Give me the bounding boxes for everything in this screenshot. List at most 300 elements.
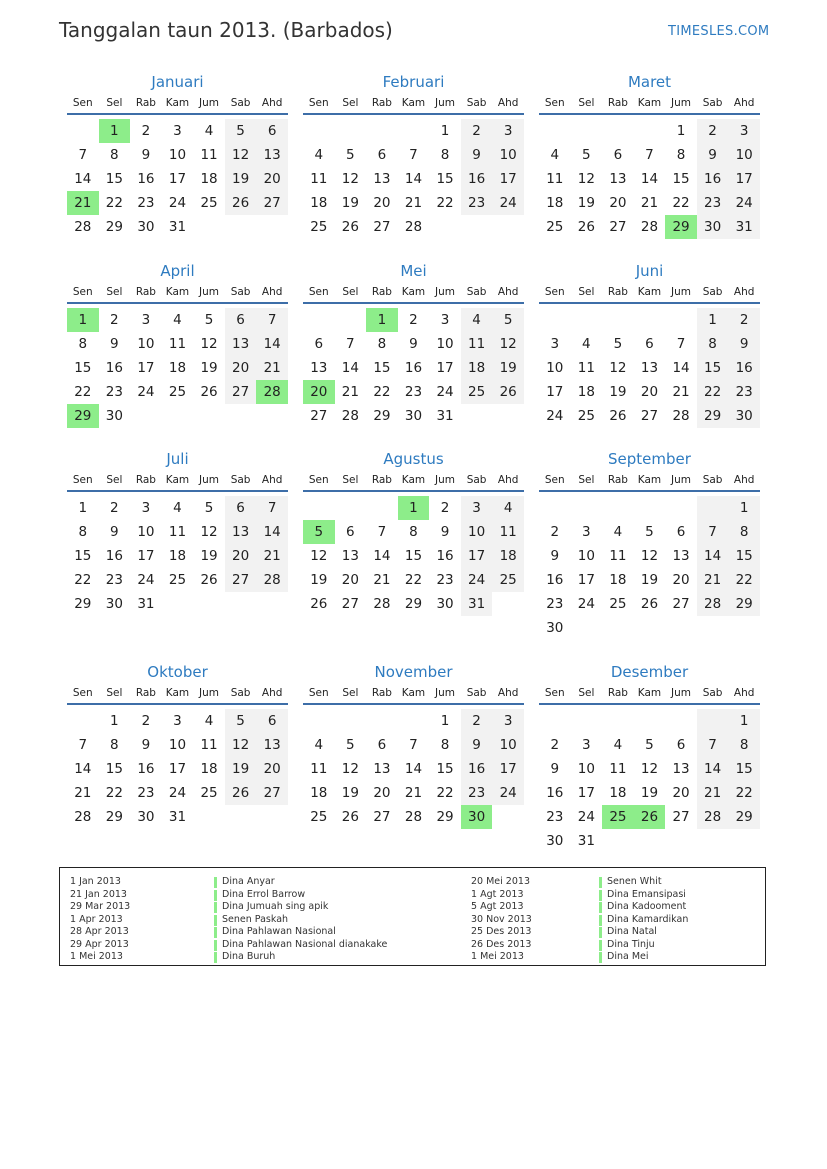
day-cell[interactable]: 13 xyxy=(672,548,690,564)
day-cell[interactable]: 22 xyxy=(373,384,391,400)
day-cell[interactable]: 15 xyxy=(728,544,760,568)
day-cell[interactable]: 26 xyxy=(577,219,595,235)
day-cell[interactable]: 15 xyxy=(436,761,454,777)
day-cell[interactable]: 5 xyxy=(492,308,524,332)
day-cell[interactable]: 18 xyxy=(168,360,187,376)
day-cell[interactable]: 29 xyxy=(105,219,123,235)
day-cell[interactable]: 9 xyxy=(440,524,450,540)
day-cell[interactable]: 3 xyxy=(550,336,560,352)
day-cell[interactable]: 5 xyxy=(346,737,355,753)
day-cell[interactable]: 6 xyxy=(314,336,324,352)
day-cell[interactable]: 21 xyxy=(256,544,288,568)
day-cell[interactable]: 11 xyxy=(492,520,524,544)
day-cell[interactable]: 27 xyxy=(225,568,257,592)
day-cell[interactable]: 7 xyxy=(697,733,729,757)
day-cell[interactable]: 4 xyxy=(613,737,623,753)
day-cell[interactable]: 20 xyxy=(341,572,359,588)
day-cell[interactable]: 28 xyxy=(256,568,288,592)
day-cell[interactable]: 22 xyxy=(436,195,454,211)
day-cell[interactable]: 7 xyxy=(676,336,686,352)
day-cell[interactable]: 3 xyxy=(141,500,151,516)
day-cell[interactable]: 13 xyxy=(256,733,288,757)
day-cell[interactable]: 30 xyxy=(137,219,155,235)
day-cell[interactable]: 10 xyxy=(546,360,564,376)
day-cell[interactable]: 3 xyxy=(173,713,182,729)
day-cell[interactable]: 10 xyxy=(137,524,155,540)
day-cell[interactable]: 18 xyxy=(609,785,627,801)
day-cell[interactable]: 30 xyxy=(105,408,123,424)
day-cell[interactable]: 11 xyxy=(609,548,627,564)
day-cell[interactable]: 17 xyxy=(492,757,524,781)
day-cell[interactable]: 24 xyxy=(492,191,524,215)
day-cell[interactable]: 22 xyxy=(728,568,760,592)
day-cell[interactable]: 26 xyxy=(492,380,524,404)
day-cell[interactable]: 26 xyxy=(634,805,666,829)
day-cell[interactable]: 4 xyxy=(613,524,623,540)
day-cell[interactable]: 28 xyxy=(74,219,92,235)
day-cell[interactable]: 27 xyxy=(672,596,690,612)
day-cell[interactable]: 16 xyxy=(546,785,564,801)
day-cell[interactable]: 28 xyxy=(256,380,288,404)
day-cell[interactable]: 12 xyxy=(341,171,359,187)
day-cell[interactable]: 15 xyxy=(74,360,92,376)
day-cell[interactable]: 11 xyxy=(577,360,595,376)
day-cell[interactable]: 27 xyxy=(341,596,359,612)
day-cell[interactable]: 15 xyxy=(373,360,391,376)
day-cell[interactable]: 19 xyxy=(640,785,659,801)
day-cell[interactable]: 13 xyxy=(373,171,391,187)
day-cell[interactable]: 8 xyxy=(110,737,119,753)
day-cell[interactable]: 10 xyxy=(577,761,595,777)
day-cell[interactable]: 25 xyxy=(577,408,595,424)
day-cell[interactable]: 17 xyxy=(461,544,493,568)
day-cell[interactable]: 26 xyxy=(310,596,328,612)
day-cell[interactable]: 27 xyxy=(373,219,391,235)
day-cell[interactable]: 18 xyxy=(200,761,218,777)
day-cell[interactable]: 10 xyxy=(137,336,155,352)
day-cell[interactable]: 31 xyxy=(168,809,187,825)
day-cell[interactable]: 1 xyxy=(398,496,430,520)
day-cell[interactable]: 18 xyxy=(461,356,493,380)
day-cell[interactable]: 5 xyxy=(582,147,591,163)
day-cell[interactable]: 26 xyxy=(341,219,359,235)
day-cell[interactable]: 5 xyxy=(204,312,214,328)
day-cell[interactable]: 19 xyxy=(577,195,595,211)
day-cell[interactable]: 21 xyxy=(74,785,92,801)
day-cell[interactable]: 10 xyxy=(168,737,187,753)
day-cell[interactable]: 29 xyxy=(436,809,454,825)
day-cell[interactable]: 14 xyxy=(256,332,288,356)
day-cell[interactable]: 25 xyxy=(310,219,328,235)
day-cell[interactable]: 15 xyxy=(404,548,423,564)
day-cell[interactable]: 23 xyxy=(728,380,760,404)
day-cell[interactable]: 25 xyxy=(546,219,564,235)
day-cell[interactable]: 6 xyxy=(225,308,257,332)
day-cell[interactable]: 19 xyxy=(225,167,257,191)
day-cell[interactable]: 27 xyxy=(310,408,328,424)
day-cell[interactable]: 2 xyxy=(461,119,493,143)
day-cell[interactable]: 11 xyxy=(310,761,328,777)
day-cell[interactable]: 2 xyxy=(141,123,151,139)
day-cell[interactable]: 21 xyxy=(697,568,729,592)
day-cell[interactable]: 31 xyxy=(137,596,155,612)
day-cell[interactable]: 6 xyxy=(645,336,654,352)
day-cell[interactable]: 1 xyxy=(99,119,131,143)
day-cell[interactable]: 9 xyxy=(409,336,418,352)
day-cell[interactable]: 2 xyxy=(110,500,119,516)
day-cell[interactable]: 9 xyxy=(110,524,119,540)
day-cell[interactable]: 13 xyxy=(672,761,690,777)
day-cell[interactable]: 1 xyxy=(440,713,450,729)
day-cell[interactable]: 17 xyxy=(436,360,454,376)
day-cell[interactable]: 23 xyxy=(436,572,454,588)
day-cell[interactable]: 31 xyxy=(436,408,454,424)
day-cell[interactable]: 24 xyxy=(137,572,155,588)
day-cell[interactable]: 16 xyxy=(137,761,155,777)
day-cell[interactable]: 31 xyxy=(461,592,493,616)
day-cell[interactable]: 29 xyxy=(728,805,760,829)
day-cell[interactable]: 3 xyxy=(461,496,493,520)
day-cell[interactable]: 30 xyxy=(404,408,423,424)
day-cell[interactable]: 1 xyxy=(728,709,760,733)
day-cell[interactable]: 13 xyxy=(225,520,257,544)
day-cell[interactable]: 25 xyxy=(200,785,218,801)
day-cell[interactable]: 22 xyxy=(74,572,92,588)
day-cell[interactable]: 28 xyxy=(74,809,92,825)
day-cell[interactable]: 22 xyxy=(74,384,92,400)
day-cell[interactable]: 10 xyxy=(577,548,595,564)
day-cell[interactable]: 6 xyxy=(346,524,355,540)
day-cell[interactable]: 18 xyxy=(492,544,524,568)
day-cell[interactable]: 14 xyxy=(404,761,423,777)
day-cell[interactable]: 20 xyxy=(303,380,335,404)
day-cell[interactable]: 14 xyxy=(74,171,92,187)
day-cell[interactable]: 16 xyxy=(436,548,454,564)
day-cell[interactable]: 21 xyxy=(697,781,729,805)
day-cell[interactable]: 25 xyxy=(492,568,524,592)
day-cell[interactable]: 17 xyxy=(137,548,155,564)
day-cell[interactable]: 25 xyxy=(609,596,627,612)
day-cell[interactable]: 25 xyxy=(168,572,187,588)
day-cell[interactable]: 19 xyxy=(225,757,257,781)
day-cell[interactable]: 9 xyxy=(461,143,493,167)
day-cell[interactable]: 16 xyxy=(105,548,123,564)
day-cell[interactable]: 23 xyxy=(546,596,564,612)
day-cell[interactable]: 12 xyxy=(341,761,359,777)
day-cell[interactable]: 25 xyxy=(461,380,493,404)
day-cell[interactable]: 14 xyxy=(697,544,729,568)
day-cell[interactable]: 4 xyxy=(314,147,324,163)
day-cell[interactable]: 29 xyxy=(404,596,423,612)
day-cell[interactable]: 8 xyxy=(728,733,760,757)
day-cell[interactable]: 18 xyxy=(168,548,187,564)
day-cell[interactable]: 15 xyxy=(105,171,123,187)
day-cell[interactable]: 14 xyxy=(256,520,288,544)
day-cell[interactable]: 16 xyxy=(404,360,423,376)
day-cell[interactable]: 9 xyxy=(697,143,729,167)
day-cell[interactable]: 1 xyxy=(697,308,729,332)
day-cell[interactable]: 21 xyxy=(672,384,690,400)
day-cell[interactable]: 17 xyxy=(168,761,187,777)
day-cell[interactable]: 14 xyxy=(373,548,391,564)
day-cell[interactable]: 5 xyxy=(645,524,654,540)
day-cell[interactable]: 5 xyxy=(204,500,214,516)
day-cell[interactable]: 28 xyxy=(404,809,423,825)
day-cell[interactable]: 17 xyxy=(577,785,595,801)
day-cell[interactable]: 20 xyxy=(609,195,627,211)
day-cell[interactable]: 19 xyxy=(341,195,359,211)
day-cell[interactable]: 30 xyxy=(137,809,155,825)
day-cell[interactable]: 12 xyxy=(310,548,328,564)
day-cell[interactable]: 8 xyxy=(78,336,88,352)
day-cell[interactable]: 11 xyxy=(200,147,218,163)
day-cell[interactable]: 23 xyxy=(461,191,493,215)
day-cell[interactable]: 23 xyxy=(697,191,729,215)
day-cell[interactable]: 15 xyxy=(728,757,760,781)
day-cell[interactable]: 2 xyxy=(728,308,760,332)
day-cell[interactable]: 23 xyxy=(137,785,155,801)
day-cell[interactable]: 11 xyxy=(168,336,187,352)
day-cell[interactable]: 2 xyxy=(550,524,560,540)
day-cell[interactable]: 20 xyxy=(225,356,257,380)
day-cell[interactable]: 21 xyxy=(404,785,423,801)
day-cell[interactable]: 6 xyxy=(676,737,686,753)
day-cell[interactable]: 15 xyxy=(436,171,454,187)
day-cell[interactable]: 22 xyxy=(105,785,123,801)
day-cell[interactable]: 23 xyxy=(546,809,564,825)
day-cell[interactable]: 13 xyxy=(373,761,391,777)
day-cell[interactable]: 24 xyxy=(168,785,187,801)
day-cell[interactable]: 13 xyxy=(225,332,257,356)
day-cell[interactable]: 30 xyxy=(546,833,564,849)
day-cell[interactable]: 4 xyxy=(204,713,214,729)
day-cell[interactable]: 18 xyxy=(577,384,595,400)
day-cell[interactable]: 27 xyxy=(256,781,288,805)
day-cell[interactable]: 26 xyxy=(200,572,218,588)
day-cell[interactable]: 14 xyxy=(74,761,92,777)
day-cell[interactable]: 26 xyxy=(225,781,257,805)
day-cell[interactable]: 11 xyxy=(168,524,187,540)
day-cell[interactable]: 22 xyxy=(697,380,729,404)
day-cell[interactable]: 3 xyxy=(492,119,524,143)
day-cell[interactable]: 26 xyxy=(225,191,257,215)
day-cell[interactable]: 29 xyxy=(697,404,729,428)
day-cell[interactable]: 14 xyxy=(404,171,423,187)
day-cell[interactable]: 9 xyxy=(550,761,560,777)
day-cell[interactable]: 8 xyxy=(409,524,418,540)
day-cell[interactable]: 29 xyxy=(67,404,99,428)
day-cell[interactable]: 5 xyxy=(613,336,623,352)
day-cell[interactable]: 22 xyxy=(436,785,454,801)
day-cell[interactable]: 12 xyxy=(640,548,659,564)
day-cell[interactable]: 10 xyxy=(168,147,187,163)
day-cell[interactable]: 1 xyxy=(366,308,398,332)
day-cell[interactable]: 30 xyxy=(697,215,729,239)
day-cell[interactable]: 7 xyxy=(256,496,288,520)
day-cell[interactable]: 26 xyxy=(640,596,659,612)
day-cell[interactable]: 11 xyxy=(609,761,627,777)
day-cell[interactable]: 8 xyxy=(440,147,450,163)
day-cell[interactable]: 19 xyxy=(609,384,627,400)
day-cell[interactable]: 10 xyxy=(492,733,524,757)
day-cell[interactable]: 4 xyxy=(492,496,524,520)
day-cell[interactable]: 10 xyxy=(492,143,524,167)
day-cell[interactable]: 16 xyxy=(728,356,760,380)
day-cell[interactable]: 21 xyxy=(341,384,359,400)
day-cell[interactable]: 29 xyxy=(105,809,123,825)
day-cell[interactable]: 4 xyxy=(461,308,493,332)
day-cell[interactable]: 7 xyxy=(409,147,418,163)
day-cell[interactable]: 4 xyxy=(204,123,214,139)
day-cell[interactable]: 3 xyxy=(440,312,450,328)
day-cell[interactable]: 6 xyxy=(256,119,288,143)
day-cell[interactable]: 25 xyxy=(310,809,328,825)
day-cell[interactable]: 2 xyxy=(110,312,119,328)
day-cell[interactable]: 2 xyxy=(440,500,450,516)
day-cell[interactable]: 8 xyxy=(440,737,450,753)
day-cell[interactable]: 27 xyxy=(256,191,288,215)
day-cell[interactable]: 1 xyxy=(78,500,88,516)
day-cell[interactable]: 14 xyxy=(341,360,359,376)
day-cell[interactable]: 15 xyxy=(672,171,690,187)
day-cell[interactable]: 19 xyxy=(640,572,659,588)
day-cell[interactable]: 24 xyxy=(461,568,493,592)
day-cell[interactable]: 9 xyxy=(141,147,151,163)
day-cell[interactable]: 10 xyxy=(461,520,493,544)
day-cell[interactable]: 11 xyxy=(200,737,218,753)
day-cell[interactable]: 7 xyxy=(346,336,355,352)
day-cell[interactable]: 10 xyxy=(436,336,454,352)
day-cell[interactable]: 16 xyxy=(461,167,493,191)
day-cell[interactable]: 17 xyxy=(168,171,187,187)
day-cell[interactable]: 9 xyxy=(728,332,760,356)
day-cell[interactable]: 2 xyxy=(141,713,151,729)
day-cell[interactable]: 27 xyxy=(640,408,659,424)
day-cell[interactable]: 19 xyxy=(200,548,218,564)
day-cell[interactable]: 22 xyxy=(404,572,423,588)
day-cell[interactable]: 15 xyxy=(74,548,92,564)
day-cell[interactable]: 29 xyxy=(665,215,697,239)
day-cell[interactable]: 29 xyxy=(728,592,760,616)
day-cell[interactable]: 20 xyxy=(256,757,288,781)
day-cell[interactable]: 4 xyxy=(173,500,182,516)
day-cell[interactable]: 7 xyxy=(78,147,88,163)
day-cell[interactable]: 14 xyxy=(672,360,690,376)
day-cell[interactable]: 27 xyxy=(672,809,690,825)
day-cell[interactable]: 2 xyxy=(409,312,418,328)
day-cell[interactable]: 20 xyxy=(672,785,690,801)
day-cell[interactable]: 28 xyxy=(404,219,423,235)
day-cell[interactable]: 1 xyxy=(728,496,760,520)
day-cell[interactable]: 4 xyxy=(173,312,182,328)
day-cell[interactable]: 19 xyxy=(200,360,218,376)
day-cell[interactable]: 14 xyxy=(697,757,729,781)
day-cell[interactable]: 9 xyxy=(461,733,493,757)
day-cell[interactable]: 17 xyxy=(137,360,155,376)
day-cell[interactable]: 28 xyxy=(672,408,690,424)
day-cell[interactable]: 26 xyxy=(609,408,627,424)
day-cell[interactable]: 7 xyxy=(78,737,88,753)
day-cell[interactable]: 20 xyxy=(256,167,288,191)
day-cell[interactable]: 19 xyxy=(310,572,328,588)
day-cell[interactable]: 16 xyxy=(461,757,493,781)
day-cell[interactable]: 24 xyxy=(546,408,564,424)
day-cell[interactable]: 21 xyxy=(373,572,391,588)
day-cell[interactable]: 3 xyxy=(141,312,151,328)
day-cell[interactable]: 12 xyxy=(225,143,257,167)
day-cell[interactable]: 12 xyxy=(225,733,257,757)
day-cell[interactable]: 11 xyxy=(546,171,564,187)
day-cell[interactable]: 9 xyxy=(550,548,560,564)
day-cell[interactable]: 7 xyxy=(409,737,418,753)
day-cell[interactable]: 26 xyxy=(341,809,359,825)
day-cell[interactable]: 12 xyxy=(200,524,218,540)
day-cell[interactable]: 2 xyxy=(697,119,729,143)
day-cell[interactable]: 8 xyxy=(676,147,686,163)
day-cell[interactable]: 6 xyxy=(613,147,623,163)
day-cell[interactable]: 23 xyxy=(461,781,493,805)
day-cell[interactable]: 2 xyxy=(550,737,560,753)
day-cell[interactable]: 1 xyxy=(67,308,99,332)
day-cell[interactable]: 1 xyxy=(676,123,686,139)
day-cell[interactable]: 15 xyxy=(697,356,729,380)
day-cell[interactable]: 5 xyxy=(303,520,335,544)
day-cell[interactable]: 8 xyxy=(110,147,119,163)
day-cell[interactable]: 5 xyxy=(225,119,257,143)
day-cell[interactable]: 20 xyxy=(672,572,690,588)
day-cell[interactable]: 17 xyxy=(728,167,760,191)
day-cell[interactable]: 12 xyxy=(640,761,659,777)
day-cell[interactable]: 25 xyxy=(168,384,187,400)
day-cell[interactable]: 1 xyxy=(110,713,119,729)
day-cell[interactable]: 6 xyxy=(377,147,387,163)
day-cell[interactable]: 13 xyxy=(640,360,659,376)
day-cell[interactable]: 6 xyxy=(225,496,257,520)
day-cell[interactable]: 16 xyxy=(546,572,564,588)
day-cell[interactable]: 3 xyxy=(582,524,591,540)
day-cell[interactable]: 12 xyxy=(609,360,627,376)
day-cell[interactable]: 11 xyxy=(310,171,328,187)
day-cell[interactable]: 20 xyxy=(225,544,257,568)
day-cell[interactable]: 29 xyxy=(74,596,92,612)
day-cell[interactable]: 15 xyxy=(105,761,123,777)
day-cell[interactable]: 24 xyxy=(436,384,454,400)
day-cell[interactable]: 27 xyxy=(373,809,391,825)
day-cell[interactable]: 16 xyxy=(105,360,123,376)
day-cell[interactable]: 3 xyxy=(492,709,524,733)
day-cell[interactable]: 17 xyxy=(492,167,524,191)
day-cell[interactable]: 13 xyxy=(341,548,359,564)
day-cell[interactable]: 17 xyxy=(546,384,564,400)
day-cell[interactable]: 3 xyxy=(582,737,591,753)
day-cell[interactable]: 19 xyxy=(341,785,359,801)
day-cell[interactable]: 21 xyxy=(640,195,659,211)
day-cell[interactable]: 25 xyxy=(602,805,634,829)
day-cell[interactable]: 10 xyxy=(728,143,760,167)
day-cell[interactable]: 6 xyxy=(676,524,686,540)
day-cell[interactable]: 3 xyxy=(173,123,182,139)
day-cell[interactable]: 11 xyxy=(461,332,493,356)
day-cell[interactable]: 7 xyxy=(645,147,654,163)
day-cell[interactable]: 2 xyxy=(461,709,493,733)
day-cell[interactable]: 9 xyxy=(141,737,151,753)
day-cell[interactable]: 7 xyxy=(697,520,729,544)
day-cell[interactable]: 30 xyxy=(461,805,493,829)
day-cell[interactable]: 5 xyxy=(225,709,257,733)
day-cell[interactable]: 18 xyxy=(546,195,564,211)
day-cell[interactable]: 13 xyxy=(310,360,328,376)
day-cell[interactable]: 8 xyxy=(728,520,760,544)
